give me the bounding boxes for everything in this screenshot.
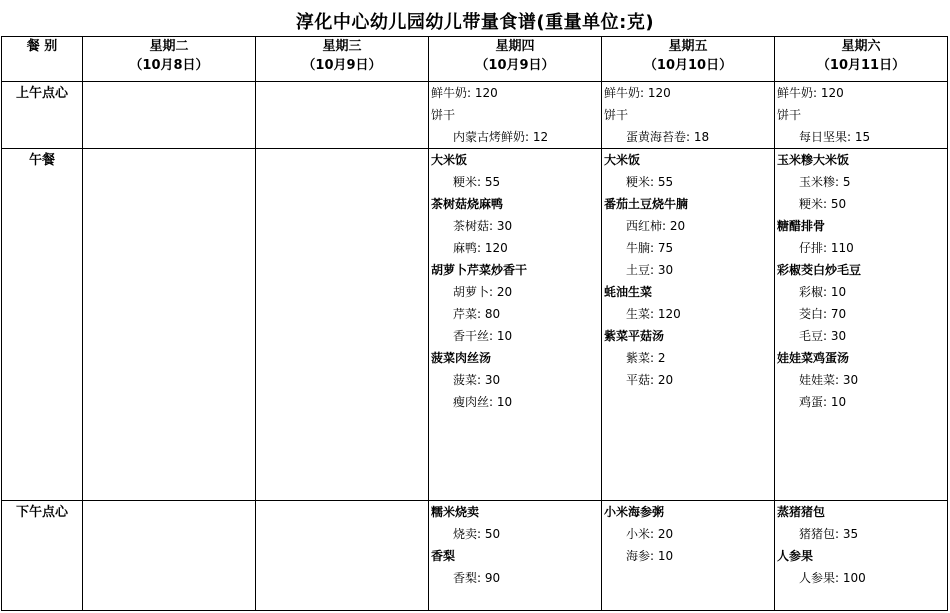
meal-row-lunch xyxy=(2,149,948,501)
ingredient-amount: 内蒙古烤鲜奶: 12 xyxy=(453,130,549,144)
date-label: （10月9日） xyxy=(302,58,382,73)
date-label: （10月8日） xyxy=(129,58,209,73)
ingredient-amount: 土豆: 30 xyxy=(626,263,674,277)
ingredient-amount: 麻鸭: 120 xyxy=(453,241,508,255)
row-header-label: 餐 别 xyxy=(2,37,83,82)
date-label: （10月10日） xyxy=(643,58,733,73)
dish-name: 菠菜肉丝汤 xyxy=(431,351,492,365)
dish-name: 人参果 xyxy=(777,549,814,563)
menu-cell xyxy=(602,501,775,611)
menu-item: 饼干 xyxy=(604,108,629,122)
dish-name: 胡萝卜芹菜炒香干 xyxy=(431,263,528,277)
dish-name: 娃娃菜鸡蛋汤 xyxy=(777,351,850,365)
ingredient-amount: 小米: 20 xyxy=(626,527,674,541)
ingredient-amount: 猪猪包: 35 xyxy=(799,527,859,541)
ingredient-amount: 香梨: 90 xyxy=(453,571,501,585)
meal-plan-table xyxy=(1,36,948,611)
dish-name: 紫菜平菇汤 xyxy=(604,329,665,343)
ingredient-amount: 海参: 10 xyxy=(626,549,674,563)
menu-item: 饼干 xyxy=(431,108,456,122)
menu-cell xyxy=(775,501,948,611)
day-label: 星期二 xyxy=(149,39,189,54)
day-label: 星期六 xyxy=(841,39,881,54)
ingredient-amount: 毛豆: 30 xyxy=(799,329,847,343)
menu-item: 鲜牛奶: 120 xyxy=(777,86,844,100)
dish-name: 小米海参粥 xyxy=(604,505,665,519)
date-label: （10月11日） xyxy=(816,58,906,73)
menu-item: 饼干 xyxy=(777,108,802,122)
header-row xyxy=(2,37,948,82)
dish-name: 香梨 xyxy=(431,549,456,563)
ingredient-amount: 生菜: 120 xyxy=(626,307,681,321)
ingredient-amount: 茭白: 70 xyxy=(799,307,847,321)
meal-row-label: 下午点心 xyxy=(2,501,83,611)
menu-cell xyxy=(602,149,775,501)
date-label: （10月9日） xyxy=(475,58,555,73)
dish-name: 番茄土豆烧牛腩 xyxy=(604,197,689,211)
menu-cell xyxy=(775,82,948,149)
ingredient-amount: 鸡蛋: 10 xyxy=(799,395,847,409)
menu-cell xyxy=(256,149,429,501)
dish-name: 玉米糁大米饭 xyxy=(777,153,850,167)
ingredient-amount: 平菇: 20 xyxy=(626,373,674,387)
menu-cell xyxy=(429,82,602,149)
menu-item: 鲜牛奶: 120 xyxy=(431,86,498,100)
page-title: 淳化中心幼儿园幼儿带量食谱(重量单位:克) xyxy=(295,12,655,33)
meal-row-morning-snack xyxy=(2,82,948,149)
dish-name: 大米饭 xyxy=(604,153,641,167)
dish-name: 彩椒茭白炒毛豆 xyxy=(777,263,862,277)
ingredient-amount: 粳米: 55 xyxy=(626,175,674,189)
menu-cell xyxy=(83,82,256,149)
menu-cell xyxy=(256,82,429,149)
dish-name: 蚝油生菜 xyxy=(604,285,653,299)
menu-item: 鲜牛奶: 120 xyxy=(604,86,671,100)
ingredient-amount: 蛋黄海苔卷: 18 xyxy=(626,130,710,144)
meal-row-label: 上午点心 xyxy=(2,82,83,149)
column-header xyxy=(429,37,602,82)
ingredient-amount: 瘦肉丝: 10 xyxy=(453,395,513,409)
meal-row-label: 午餐 xyxy=(2,149,83,501)
ingredient-amount: 烧卖: 50 xyxy=(453,527,501,541)
ingredient-amount: 玉米糁: 5 xyxy=(799,175,851,189)
day-label: 星期五 xyxy=(668,39,708,54)
menu-cell xyxy=(602,82,775,149)
ingredient-amount: 菠菜: 30 xyxy=(453,373,501,387)
ingredient-amount: 茶树菇: 30 xyxy=(453,219,513,233)
menu-cell xyxy=(429,149,602,501)
dish-name: 糖醋排骨 xyxy=(777,219,826,233)
meal-row-afternoon-snack xyxy=(2,501,948,611)
ingredient-amount: 仔排: 110 xyxy=(799,241,854,255)
day-label: 星期四 xyxy=(495,39,535,54)
menu-cell xyxy=(83,149,256,501)
menu-cell xyxy=(775,149,948,501)
ingredient-amount: 香干丝: 10 xyxy=(453,329,513,343)
ingredient-amount: 粳米: 55 xyxy=(453,175,501,189)
day-label: 星期三 xyxy=(322,39,362,54)
ingredient-amount: 粳米: 50 xyxy=(799,197,847,211)
menu-cell xyxy=(256,501,429,611)
ingredient-amount: 彩椒: 10 xyxy=(799,285,847,299)
ingredient-amount: 西红柿: 20 xyxy=(626,219,686,233)
column-header xyxy=(83,37,256,82)
ingredient-amount: 娃娃菜: 30 xyxy=(799,373,859,387)
column-header xyxy=(775,37,948,82)
dish-name: 蒸猪猪包 xyxy=(777,505,826,519)
menu-cell xyxy=(429,501,602,611)
menu-cell xyxy=(83,501,256,611)
dish-name: 糯米烧卖 xyxy=(431,505,480,519)
ingredient-amount: 每日坚果: 15 xyxy=(799,130,871,144)
ingredient-amount: 牛腩: 75 xyxy=(626,241,674,255)
dish-name: 大米饭 xyxy=(431,153,468,167)
ingredient-amount: 芹菜: 80 xyxy=(453,307,501,321)
ingredient-amount: 紫菜: 2 xyxy=(626,351,666,365)
ingredient-amount: 胡萝卜: 20 xyxy=(453,285,513,299)
dish-name: 茶树菇烧麻鸭 xyxy=(431,197,504,211)
column-header xyxy=(256,37,429,82)
column-header xyxy=(602,37,775,82)
ingredient-amount: 人参果: 100 xyxy=(799,571,866,585)
